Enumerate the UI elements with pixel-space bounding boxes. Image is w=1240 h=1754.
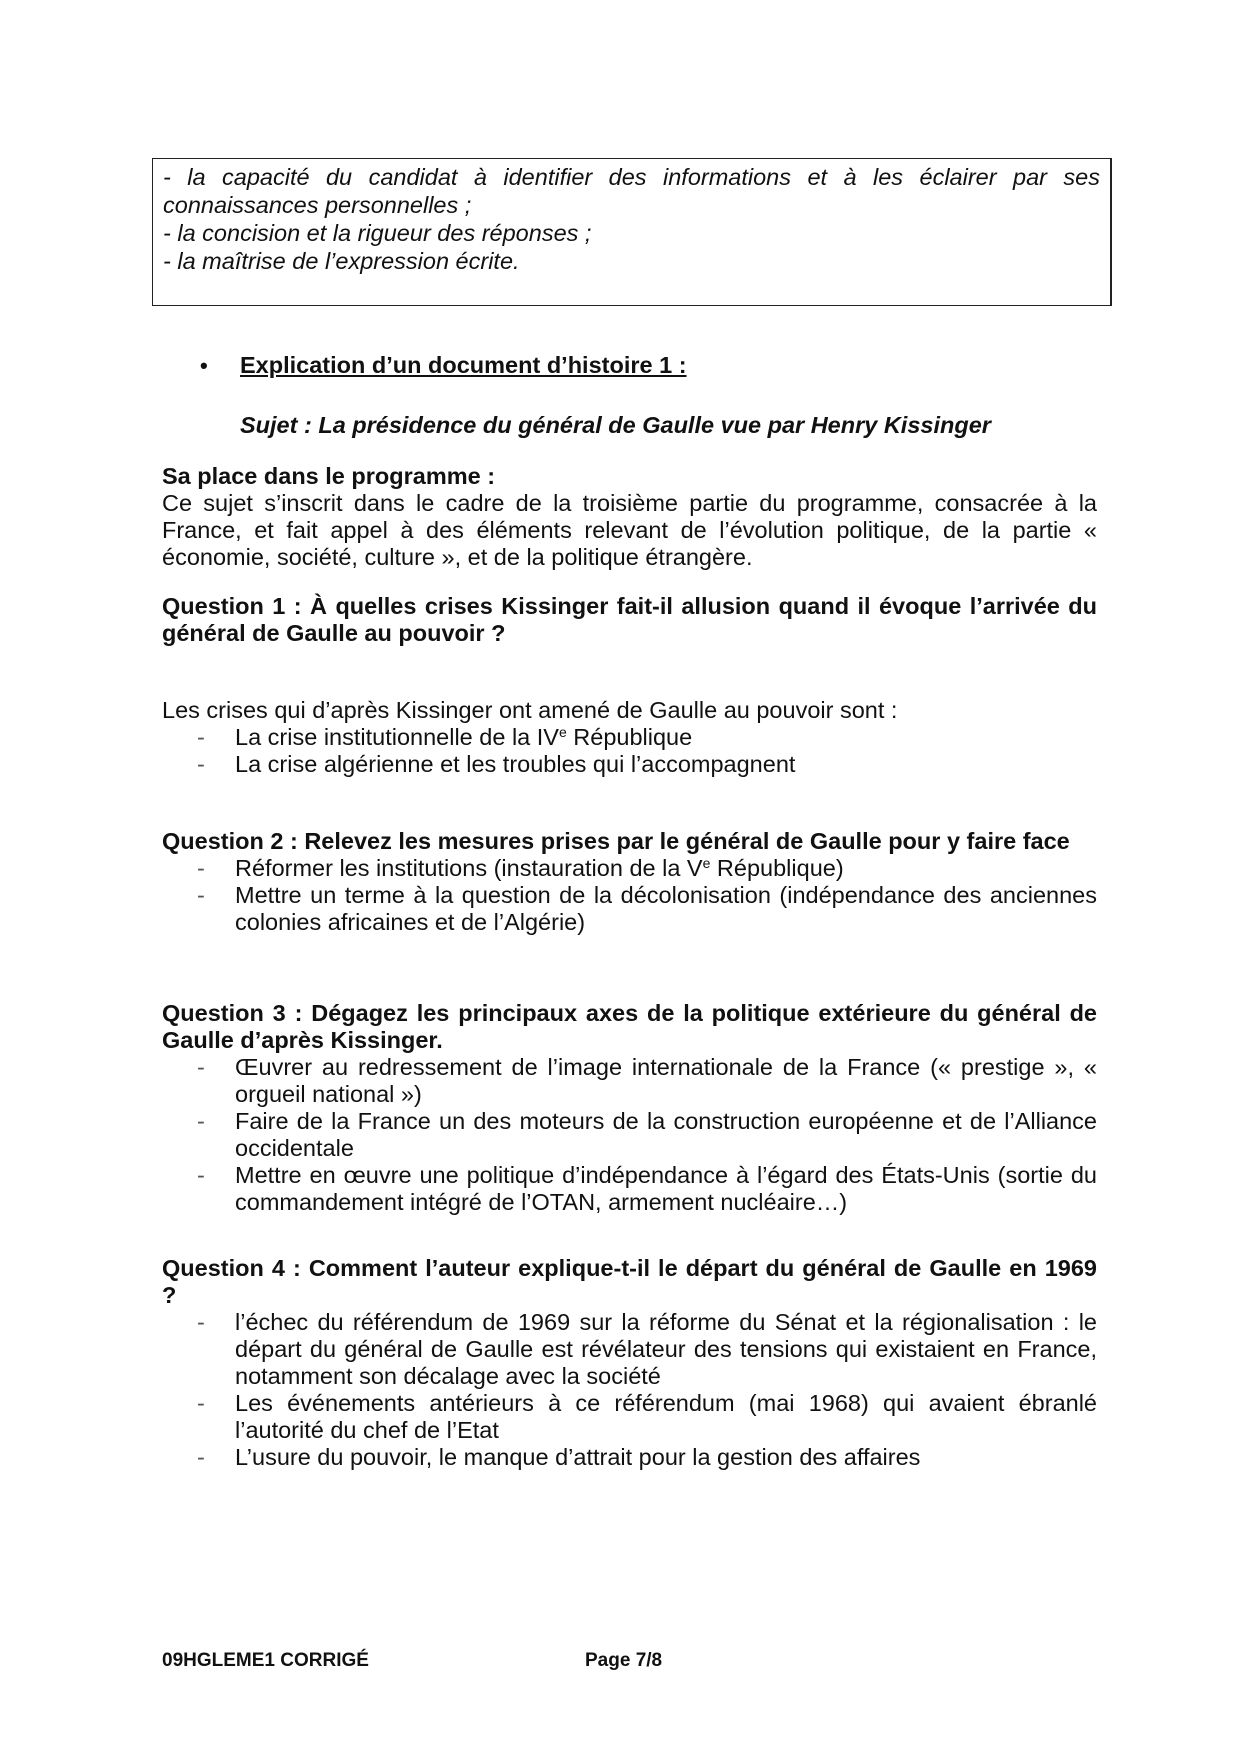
question-4-list xyxy=(162,1309,1097,1471)
dash-icon: - xyxy=(197,1444,205,1470)
page-number: Page 7/8 xyxy=(585,1650,663,1671)
question-4-heading: Question 4 : Comment l’auteur explique-t-il le départ du général de Gaulle en 1969 ? xyxy=(162,1255,1097,1308)
list-item: - L’usure du pouvoir, le manque d’attrait pour la gestion des affaires xyxy=(197,1444,921,1470)
subject-title: Sujet : La présidence du général de Gaulle vue par Henry Kissinger xyxy=(240,412,991,438)
dash-icon: - xyxy=(197,1162,205,1188)
bullet-icon: • xyxy=(200,353,208,378)
criteria-line: - la capacité du candidat à identifier des informations et à les éclairer par ses xyxy=(163,164,1100,190)
list-item: - La crise algérienne et les troubles qui l’accompagnent xyxy=(197,751,796,777)
section-heading-text: Explication d’un document d’histoire 1 : xyxy=(240,352,687,378)
question-2 xyxy=(162,828,1097,936)
list-item: - l’échec du référendum de 1969 sur la réforme du Sénat et la régionalisation : le départ du général de Gaulle est révélateur des tensions qui existaient en France, notamment son décalage avec la société xyxy=(197,1309,1097,1389)
criteria-line: - la concision et la rigueur des réponses ; xyxy=(163,220,592,246)
question-1-answer xyxy=(162,697,1097,778)
question-2-list xyxy=(162,855,1097,936)
question-3-list xyxy=(162,1054,1097,1216)
question-1-list xyxy=(162,724,1097,778)
list-item: - Mettre en œuvre une politique d’indépendance à l’égard des États-Unis (sortie du commandement intégré de l’OTAN, armement nucléaire…) xyxy=(197,1162,1097,1215)
question-2-heading: Question 2 : Relevez les mesures prises par le général de Gaulle pour y faire face xyxy=(162,828,1070,854)
question-3-heading: Question 3 : Dégagez les principaux axes de la politique extérieure du général de Gaulle d’après Kissinger. xyxy=(162,1000,1097,1053)
place-heading: Sa place dans le programme : xyxy=(162,463,496,489)
dash-icon: - xyxy=(197,751,205,777)
list-item: - Faire de la France un des moteurs de la construction européenne et de l’Alliance occidentale xyxy=(197,1108,1097,1161)
place-section xyxy=(162,463,1097,571)
dash-icon: - xyxy=(197,724,205,750)
dash-icon: - xyxy=(197,882,205,908)
list-item: - Œuvrer au redressement de l’image internationale de la France (« prestige », « orgueil national ») xyxy=(197,1054,1097,1107)
question-4 xyxy=(162,1255,1097,1471)
question-1 xyxy=(162,593,1097,647)
criteria-box xyxy=(152,158,1112,306)
section-heading xyxy=(200,350,687,381)
dash-icon: - xyxy=(197,1390,205,1416)
question-3 xyxy=(162,1000,1097,1216)
dash-icon: - xyxy=(197,1108,205,1134)
dash-icon: - xyxy=(197,855,205,881)
place-text: Ce sujet s’inscrit dans le cadre de la troisième partie du programme, consacrée à la France, et fait appel à des éléments relevant de l’évolution politique, de la partie « économie, société, culture », et de la politique étrangère. xyxy=(162,490,1097,570)
criteria-line: - la maîtrise de l’expression écrite. xyxy=(163,248,520,274)
list-item: - Réformer les institutions (instauration de la Ve République) xyxy=(197,855,844,881)
list-item: - Les événements antérieurs à ce référendum (mai 1968) qui avaient ébranlé l’autorité du chef de l’Etat xyxy=(197,1390,1097,1443)
criteria-line: connaissances personnelles ; xyxy=(163,192,472,218)
list-item: - La crise institutionnelle de la IVe République xyxy=(197,724,693,750)
question-1-intro: Les crises qui d’après Kissinger ont amené de Gaulle au pouvoir sont : xyxy=(162,697,898,723)
list-item: - Mettre un terme à la question de la décolonisation (indépendance des anciennes colonies africaines et de l’Algérie) xyxy=(197,882,1097,935)
dash-icon: - xyxy=(197,1309,205,1335)
footer-code: 09HGLEME1 CORRIGÉ xyxy=(162,1650,369,1671)
dash-icon: - xyxy=(197,1054,205,1080)
question-1-heading: Question 1 : À quelles crises Kissinger fait-il allusion quand il évoque l’arrivée du général de Gaulle au pouvoir ? xyxy=(162,593,1097,646)
